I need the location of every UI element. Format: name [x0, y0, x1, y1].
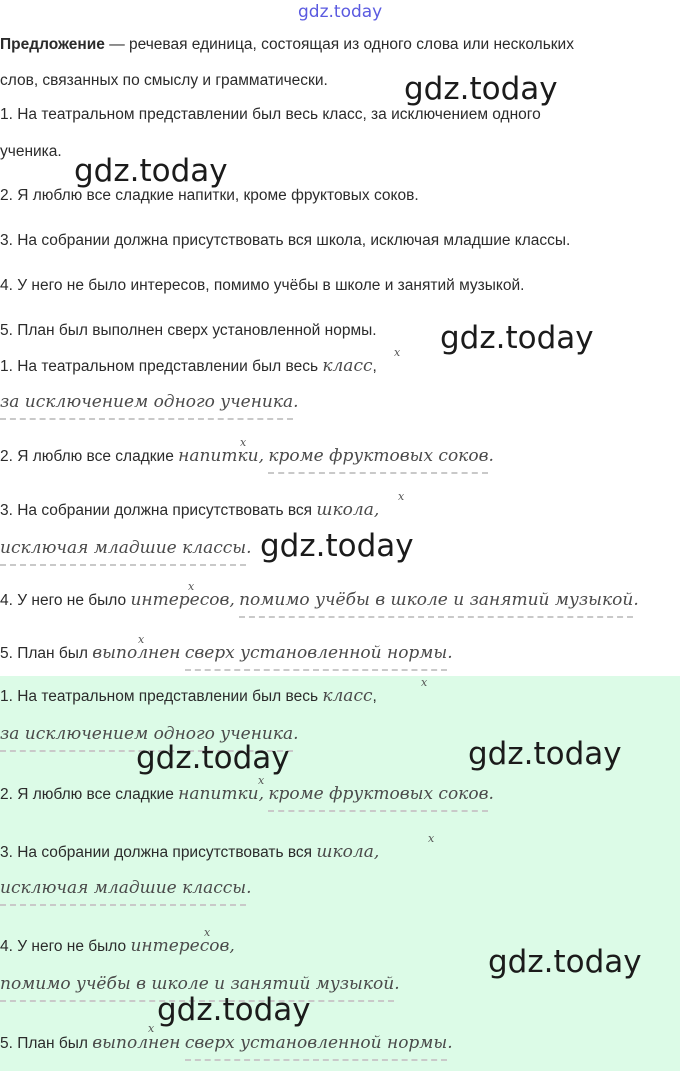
isolated-phrase: помимо учёбы в школе и занятий музыкой: [0, 974, 394, 1002]
analysis-a-s3-line2: исключая младшие классы.: [0, 538, 252, 558]
analysis-a-s1-line2: за исключением одного ученика.: [0, 392, 299, 412]
analysis-a-s4: 4. У него не было интересов, помимо учёбы в школе и занятий музыкой.: [0, 590, 639, 610]
watermark-text: gdz.today: [157, 992, 311, 1028]
watermark-text: gdz.today: [468, 736, 622, 772]
subject-word: напитки: [178, 784, 259, 804]
analysis-b-s1-line2: за исключением одного ученика.: [0, 724, 299, 744]
subject-word: школа: [316, 842, 374, 862]
analysis-b-s1-line1: 1. На театральном представлении был весь класс,: [0, 686, 377, 706]
subject-word: класс: [322, 686, 373, 706]
subject-word: выполнен: [92, 643, 181, 663]
subject-mark: x: [138, 633, 145, 646]
subject-mark: x: [188, 580, 195, 593]
sentence-2: 2. Я люблю все сладкие напитки, кроме фруктовых соков.: [0, 187, 419, 204]
subject-mark: x: [148, 1022, 155, 1035]
analysis-a-s3-line1: 3. На собрании должна присутствовать вся школа,: [0, 500, 380, 520]
subject-mark: x: [428, 832, 435, 845]
sentence-1-line-2: ученика.: [0, 143, 62, 160]
analysis-a-s2: 2. Я люблю все сладкие напитки, кроме фруктовых соков.: [0, 446, 494, 466]
watermark-text: gdz.today: [404, 71, 558, 107]
isolated-phrase: исключая младшие классы: [0, 878, 246, 906]
analysis-b-s4-line2: помимо учёбы в школе и занятий музыкой.: [0, 974, 400, 994]
subject-mark: x: [398, 490, 405, 503]
subject-word: школа: [316, 500, 374, 520]
analysis-b-s3-line2: исключая младшие классы.: [0, 878, 252, 898]
watermark-text: gdz.today: [74, 153, 228, 189]
isolated-phrase: исключая младшие классы: [0, 538, 246, 566]
subject-word: напитки: [178, 446, 259, 466]
subject-word: интересов: [130, 936, 230, 956]
watermark-text: gdz.today: [488, 944, 642, 980]
definition-text: — речевая единица, состоящая из одного слова или нескольких: [104, 36, 574, 53]
subject-mark: x: [258, 774, 265, 787]
analysis-b-s5: 5. План был выполнен сверх установленной нормы.: [0, 1033, 453, 1053]
sentence-3: 3. На собрании должна присутствовать вся школа, исключая младшие классы.: [0, 232, 571, 249]
isolated-phrase: сверх установленной нормы: [185, 1033, 447, 1061]
analysis-a-s1-line1: 1. На театральном представлении был весь класс,: [0, 356, 377, 376]
subject-mark: x: [240, 436, 247, 449]
subject-word: класс: [322, 356, 373, 376]
sentence-1-line-1: 1. На театральном представлении был весь класс, за исключением одного: [0, 106, 541, 123]
watermark-text: gdz.today: [136, 740, 290, 776]
analysis-a-s5: 5. План был выполнен сверх установленной нормы.: [0, 643, 453, 663]
subject-word: интересов: [130, 590, 230, 610]
subject-mark: x: [421, 676, 428, 689]
isolated-phrase: сверх установленной нормы: [185, 643, 447, 671]
isolated-phrase: за исключением одного ученика: [0, 392, 293, 420]
definition-line-1: [0, 36, 574, 54]
isolated-phrase: помимо учёбы в школе и занятий музыкой: [239, 590, 633, 618]
isolated-phrase: за исключением одного ученика: [0, 724, 293, 752]
analysis-b-s2: 2. Я люблю все сладкие напитки, кроме фруктовых соков.: [0, 784, 494, 804]
top-watermark: gdz.today: [298, 2, 383, 22]
watermark-text: gdz.today: [260, 528, 414, 564]
subject-mark: x: [204, 926, 211, 939]
isolated-phrase: кроме фруктовых соков: [268, 446, 488, 474]
sentence-4: 4. У него не было интересов, помимо учёбы в школе и занятий музыкой.: [0, 277, 525, 294]
isolated-phrase: кроме фруктовых соков: [268, 784, 488, 812]
definition-line-2: слов, связанных по смыслу и грамматически.: [0, 72, 328, 89]
subject-word: выполнен: [92, 1033, 181, 1053]
definition-term: Предложение: [0, 36, 105, 53]
sentence-5: 5. План был выполнен сверх установленной нормы.: [0, 322, 377, 339]
analysis-b-s4-line1: 4. У него не было интересов,: [0, 936, 235, 956]
watermark-text: gdz.today: [440, 320, 594, 356]
subject-mark: x: [394, 346, 401, 359]
analysis-b-s3-line1: 3. На собрании должна присутствовать вся школа,: [0, 842, 380, 862]
